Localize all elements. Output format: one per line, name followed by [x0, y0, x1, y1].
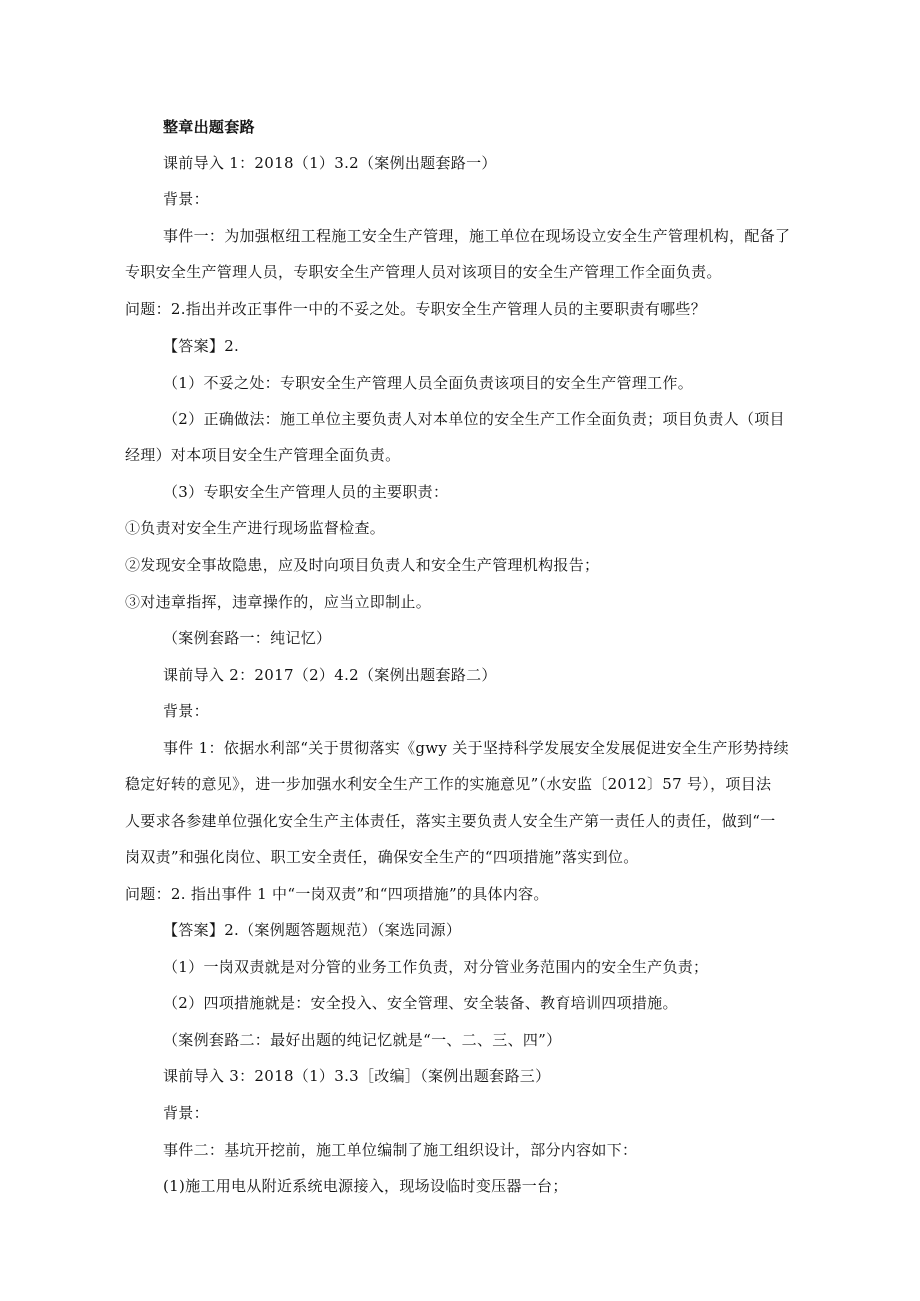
question-1: 问题：2.指出并改正事件一中的不妥之处。专职安全生产管理人员的主要职责有哪些？ [125, 300, 707, 318]
answer-1-item-2-line-1: （2）正确做法：施工单位主要负责人对本单位的安全生产工作全面负责；项目负责人（项目 [163, 410, 785, 428]
background-label-2: 背景： [163, 702, 209, 720]
lead-in-2-heading: 课前导入 2：2017（2）4.2（案例出题套路二） [163, 666, 497, 684]
pattern-note-2: （案例套路二：最好出题的纯记忆就是“一、二、三、四”） [163, 1031, 562, 1049]
duty-2: ②发现安全事故隐患，应及时向项目负责人和安全生产管理机构报告； [125, 556, 600, 574]
event-2-line-4: 岗双责”和强化岗位、职工安全责任，确保安全生产的“四项措施”落实到位。 [125, 848, 639, 866]
answer-1-item-1: （1）不妥之处：专职安全生产管理人员全面负责该项目的安全生产管理工作。 [163, 374, 694, 392]
event-1-line-2: 专职安全生产管理人员，专职安全生产管理人员对该项目的安全生产管理工作全面负责。 [125, 263, 722, 281]
answer-2-item-2: （2）四项措施就是：安全投入、安全管理、安全装备、教育培训四项措施。 [163, 994, 678, 1012]
answer-1-heading: 【答案】2. [163, 337, 240, 355]
event-2-line-3: 人要求各参建单位强化安全生产主体责任，落实主要负责人安全生产第一责任人的责任，做到“一 [125, 812, 776, 830]
duty-3: ③对违章指挥，违章操作的，应当立即制止。 [125, 593, 432, 611]
answer-2-item-1: （1）一岗双责就是对分管的业务工作负责，对分管业务范围内的安全生产负责； [163, 958, 709, 976]
lead-in-1-heading: 课前导入 1：2018（1）3.2（案例出题套路一） [163, 154, 497, 172]
duty-1: ①负责对安全生产进行现场监督检查。 [125, 519, 386, 537]
section-title: 整章出题套路 [163, 118, 255, 136]
question-2: 问题：2. 指出事件 1 中“一岗双责”和“四项措施”的具体内容。 [125, 885, 549, 903]
event-3-line-1: 事件二：基坑开挖前，施工单位编制了施工组织设计，部分内容如下： [163, 1141, 638, 1159]
background-label-3: 背景： [163, 1104, 209, 1122]
answer-1-item-3: （3）专职安全生产管理人员的主要职责： [163, 483, 449, 501]
event-3-item-1: (1)施工用电从附近系统电源接入，现场设临时变压器一台； [163, 1177, 568, 1195]
lead-in-3-heading: 课前导入 3：2018（1）3.3［改编］（案例出题套路三） [163, 1067, 551, 1085]
event-1-line-1: 事件一：为加强枢纽工程施工安全生产管理，施工单位在现场设立安全生产管理机构，配备了 [163, 227, 791, 245]
answer-2-heading: 【答案】2.（案例题答题规范）（案选同源） [163, 921, 462, 939]
event-2-line-1: 事件 1：依据水利部“关于贯彻落实《gwy 关于坚持科学发展安全发展促进安全生产形势持续 [163, 739, 789, 757]
background-label-1: 背景： [163, 190, 209, 208]
event-2-line-2: 稳定好转的意见》，进一步加强水利安全生产工作的实施意见”（水安监〔2012〕57 号），项目法 [125, 775, 772, 793]
pattern-note-1: （案例套路一：纯记忆） [163, 629, 332, 647]
answer-1-item-2-line-2: 经理）对本项目安全生产管理全面负责。 [125, 446, 401, 464]
